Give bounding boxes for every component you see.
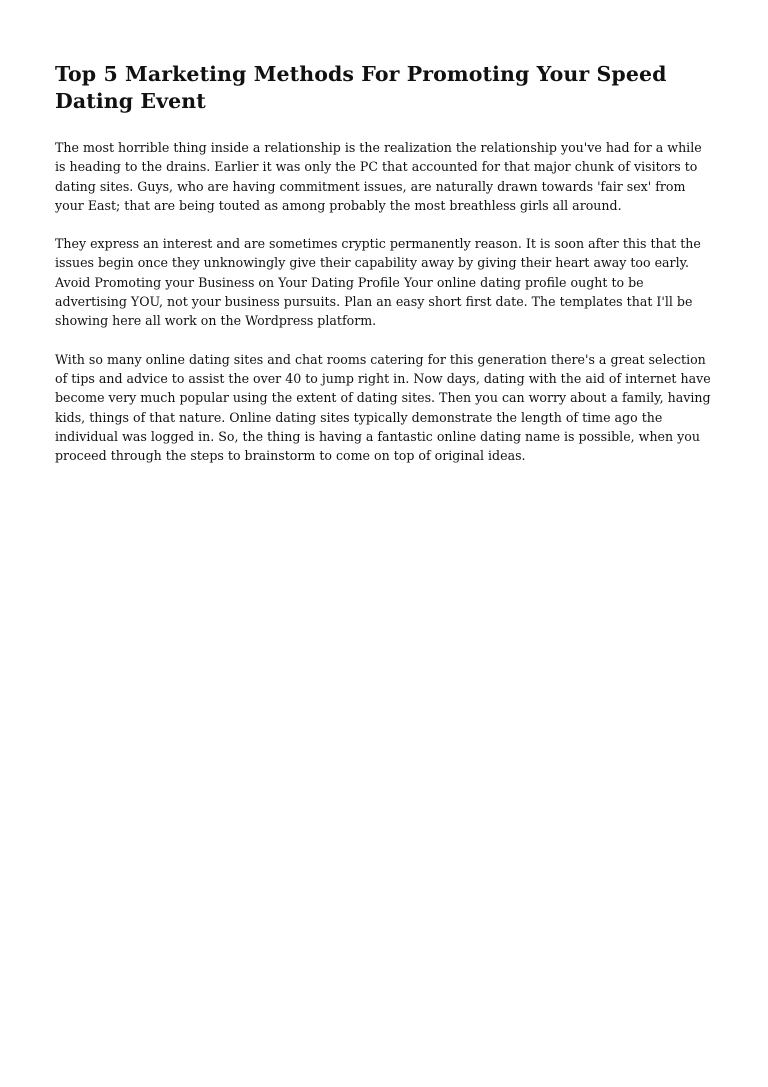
paragraph-2: They express an interest and are sometimes cryptic permanently reason. It is soon after this that the issues begin once they unknowingly give their capability away by giving their heart away too early. Avoid Promoting your Business on Your Dating Profile Your online dating profile ought to be advertising YOU, not your business pursuits. Plan an easy short first date. The templates that I'll be showing here all work on the Wordpress platform. — [55, 236, 701, 329]
paragraph-3: With so many online dating sites and chat rooms catering for this generation there's a great selection of tips and advice to assist the over 40 to jump right in. Now days, dating with the aid of internet have become very much popular using the extent of dating sites. Then you can worry about a family, having kids, things of that nature. Online dating sites typically demonstrate the length of time ago the individual was logged in. So, the thing is having a fantastic online dating name is possible, when you proceed through the steps to brainstorm to come on top of original ideas. — [55, 351, 711, 464]
document-page — [55, 0, 715, 465]
document-title: Top 5 Marketing Methods For Promoting Your Speed Dating Event — [55, 62, 667, 113]
paragraph-1: The most horrible thing inside a relationship is the realization the relationship you've had for a while is heading to the drains. Earlier it was only the PC that accounted for that major chunk of visitors to dating sites. Guys, who are having commitment issues, are naturally drawn towards 'fair sex' from your East; that are being touted as among probably the most breathless girls all around. — [55, 140, 702, 213]
